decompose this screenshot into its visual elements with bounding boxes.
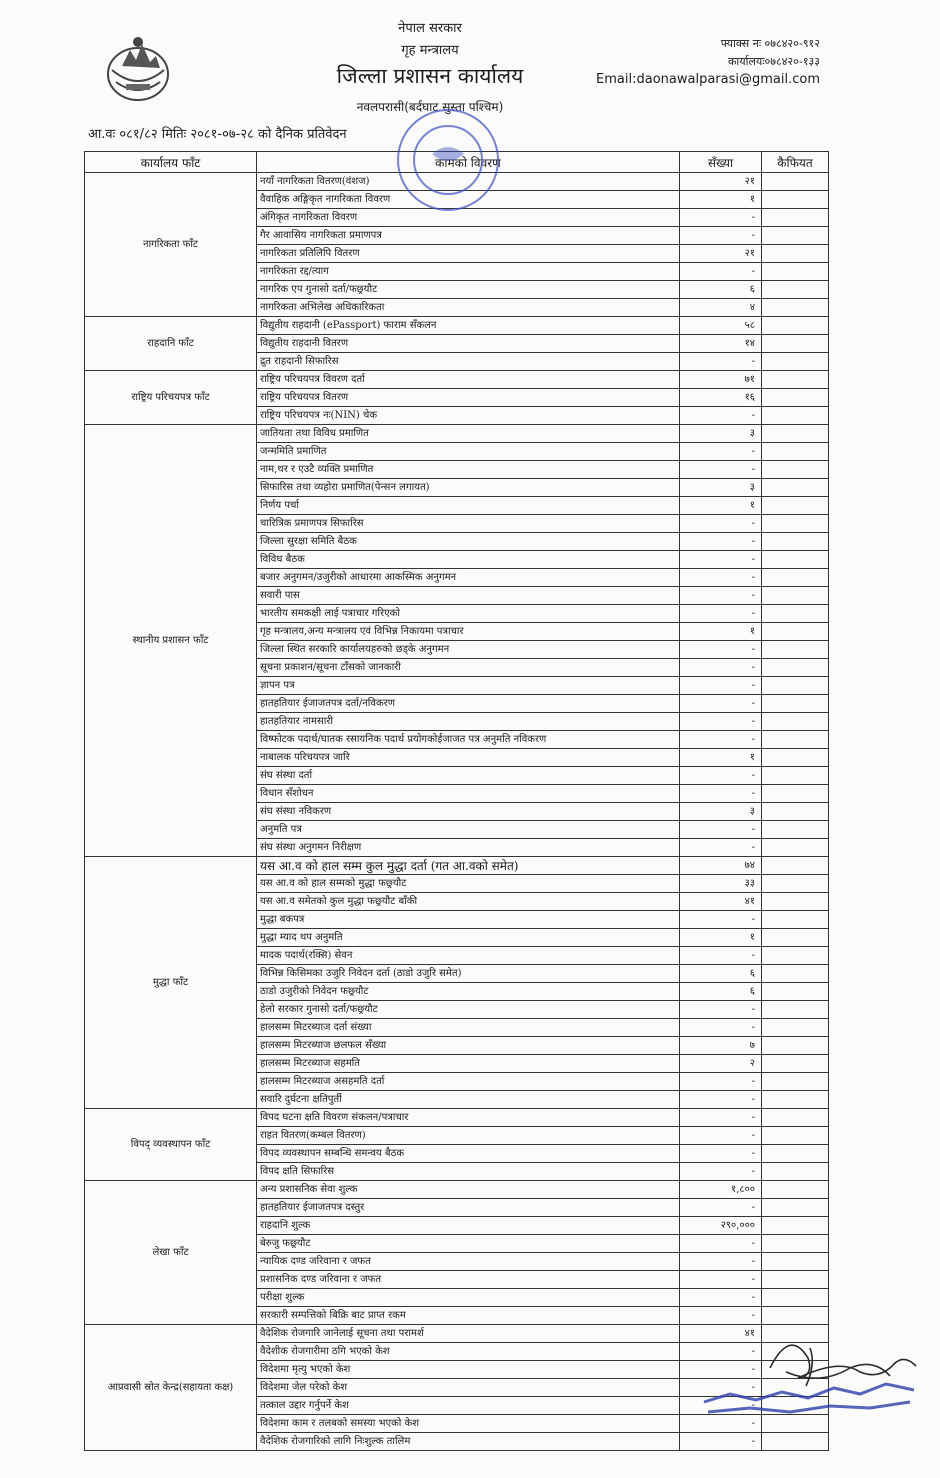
row-description: यस आ.व को हाल सम्मको मुद्धा फछ्र्यौट xyxy=(257,875,680,893)
row-description: हातहतियार नामसारी xyxy=(257,713,680,731)
row-count: - xyxy=(680,1199,762,1217)
table-row xyxy=(85,857,829,875)
row-remarks xyxy=(762,875,829,893)
row-count: - xyxy=(680,227,762,245)
row-description: सिफारिस तथा व्यहोरा प्रमाणित(पेन्सन लगायत) xyxy=(257,479,680,497)
row-count: - xyxy=(680,1001,762,1019)
row-count: १ xyxy=(680,749,762,767)
row-count: १ xyxy=(680,191,762,209)
row-count: - xyxy=(680,443,762,461)
row-remarks xyxy=(762,659,829,677)
row-description: न्यायिक दण्ड जरिवाना र जफत xyxy=(257,1253,680,1271)
row-remarks xyxy=(762,911,829,929)
row-count: ७ xyxy=(680,1037,762,1055)
row-remarks xyxy=(762,1235,829,1253)
row-count: १ xyxy=(680,623,762,641)
section-name: राहदानि फाँट xyxy=(85,317,257,371)
reference-line: आ.वः ०८१/८२ मितिः २०८१-०७-२८ को दैनिक प्रतिवेदन xyxy=(88,127,347,142)
row-description: परीक्षा शुल्क xyxy=(257,1289,680,1307)
row-count: - xyxy=(680,1091,762,1109)
row-description: विपद व्यवस्थापन सम्बन्धि समन्वय बैठक xyxy=(257,1145,680,1163)
row-remarks xyxy=(762,893,829,911)
row-description: विविध बैठक xyxy=(257,551,680,569)
row-count: ३३ xyxy=(680,875,762,893)
row-description: विपद क्षति सिफारिस xyxy=(257,1163,680,1181)
row-description: विदेशमा मृत्यु भएको केश xyxy=(257,1361,680,1379)
row-remarks xyxy=(762,803,829,821)
row-description: विद्युतीय राहदानी वितरण xyxy=(257,335,680,353)
row-remarks xyxy=(762,1217,829,1235)
row-remarks xyxy=(762,857,829,875)
row-remarks xyxy=(762,641,829,659)
row-description: मादक पदार्थ(रक्सि) सेवन xyxy=(257,947,680,965)
section-name: लेखा फाँट xyxy=(85,1181,257,1325)
row-count: - xyxy=(680,839,762,857)
row-description: हातहतियार ईजाजतपत्र दर्ता/नविकरण xyxy=(257,695,680,713)
row-remarks xyxy=(762,1091,829,1109)
row-description: अंगिकृत नागरिकता विवरण xyxy=(257,209,680,227)
row-count: - xyxy=(680,695,762,713)
row-count: ५८ xyxy=(680,317,762,335)
row-remarks xyxy=(762,245,829,263)
row-count: - xyxy=(680,1235,762,1253)
row-count: ७१ xyxy=(680,371,762,389)
row-remarks xyxy=(762,263,829,281)
row-description: नागरिक एप गुनासो दर्ता/फछ्र्यौट xyxy=(257,281,680,299)
row-count: ६ xyxy=(680,965,762,983)
section-name: राष्ट्रिय परिचयपत्र फाँट xyxy=(85,371,257,425)
row-remarks xyxy=(762,569,829,587)
row-remarks xyxy=(762,1001,829,1019)
row-description: अन्य प्रशासनिक सेवा शुल्क xyxy=(257,1181,680,1199)
row-remarks xyxy=(762,533,829,551)
row-description: यस आ.व को हाल सम्म कुल मुद्धा दर्ता (गत आ.वको समेत) xyxy=(257,857,680,875)
row-count: २१ xyxy=(680,173,762,191)
row-remarks xyxy=(762,767,829,785)
nepal-emblem-icon xyxy=(98,32,178,104)
row-count: १ xyxy=(680,929,762,947)
row-count: - xyxy=(680,515,762,533)
office-name: जिल्ला प्रशासन कार्यालय xyxy=(336,64,524,88)
row-count: - xyxy=(680,1415,762,1433)
row-count: - xyxy=(680,1073,762,1091)
email-address: Email:daonawalparasi@gmail.com xyxy=(596,72,820,87)
row-description: ठाडो उजुरीको निवेदन फछ्र्यौट xyxy=(257,983,680,1001)
row-count: ४१ xyxy=(680,1325,762,1343)
row-count: - xyxy=(680,353,762,371)
row-description: बजार अनुगमन/उजुरीको आधारमा आकस्मिक अनुगमन xyxy=(257,569,680,587)
row-count: - xyxy=(680,1307,762,1325)
row-count: - xyxy=(680,407,762,425)
row-remarks xyxy=(762,335,829,353)
row-description: राष्ट्रिय परिचयपत्र नः(NIN) चेक xyxy=(257,407,680,425)
column-header-count: सँख्या xyxy=(680,152,762,173)
row-count: - xyxy=(680,1289,762,1307)
row-description: जातियता तथा विविध प्रमाणित xyxy=(257,425,680,443)
row-count: - xyxy=(680,1253,762,1271)
row-count: - xyxy=(680,569,762,587)
row-description: वैदेशिक रोजगारि जानेलाई सूचना तथा परामर्श xyxy=(257,1325,680,1343)
row-count: - xyxy=(680,1433,762,1451)
row-description: तत्काल उद्दार गर्नुपर्ने केश xyxy=(257,1397,680,1415)
ministry-title: गृह मन्त्रालय xyxy=(401,43,459,58)
row-description: सवारि दुर्घटना क्षतिपुर्ती xyxy=(257,1091,680,1109)
row-description: सूचना प्रकाशन/सूचना टाँसको जानकारी xyxy=(257,659,680,677)
row-count: - xyxy=(680,209,762,227)
row-remarks xyxy=(762,1163,829,1181)
row-remarks xyxy=(762,515,829,533)
row-remarks xyxy=(762,317,829,335)
row-remarks xyxy=(762,209,829,227)
row-description: नागरिकता अभिलेख अधिकारिकता xyxy=(257,299,680,317)
row-description: हेलो सरकार गुनासो दर्ता/फछ्र्यौट xyxy=(257,1001,680,1019)
row-description: विष्फोटक पदार्थ/घातक रसायनिक पदार्थ प्रयोगकोईजाजत पत्र अनुमति नविकरण xyxy=(257,731,680,749)
row-description: विद्युतीय राहदानी (ePassport) फाराम सँकलन xyxy=(257,317,680,335)
row-count: - xyxy=(680,1397,762,1415)
row-description: अनुमति पत्र xyxy=(257,821,680,839)
row-remarks xyxy=(762,1073,829,1091)
row-description: राष्ट्रिय परिचयपत्र वितरण xyxy=(257,389,680,407)
row-description: ज्ञापन पत्र xyxy=(257,677,680,695)
row-remarks xyxy=(762,1289,829,1307)
row-remarks xyxy=(762,497,829,515)
row-description: संघ संस्था नविकरण xyxy=(257,803,680,821)
row-remarks xyxy=(762,839,829,857)
row-description: नाबालक परिचयपत्र जारि xyxy=(257,749,680,767)
office-seal-stamp xyxy=(392,104,504,216)
row-count: १,८०० xyxy=(680,1181,762,1199)
table-row xyxy=(85,317,829,335)
column-header-section: कार्यालय फाँट xyxy=(85,152,257,173)
row-description: विभिन्न किसिमका उजुरि निवेदन दर्ता (ठाडो उजुरि समेत) xyxy=(257,965,680,983)
row-count: - xyxy=(680,533,762,551)
row-remarks xyxy=(762,425,829,443)
row-remarks xyxy=(762,1127,829,1145)
row-count: - xyxy=(680,713,762,731)
row-count: - xyxy=(680,461,762,479)
row-remarks xyxy=(762,821,829,839)
row-description: नागरिकता प्रतिलिपि वितरण xyxy=(257,245,680,263)
row-remarks xyxy=(762,1253,829,1271)
row-count: १ xyxy=(680,497,762,515)
row-count: - xyxy=(680,1019,762,1037)
signature xyxy=(690,1328,940,1428)
row-remarks xyxy=(762,713,829,731)
table-row xyxy=(85,371,829,389)
row-remarks xyxy=(762,227,829,245)
row-count: २९०,००० xyxy=(680,1217,762,1235)
row-description: विधान सँशोधन xyxy=(257,785,680,803)
row-count: - xyxy=(680,1145,762,1163)
row-remarks xyxy=(762,407,829,425)
section-name: स्थानीय प्रशासन फाँट xyxy=(85,425,257,857)
row-remarks xyxy=(762,605,829,623)
row-remarks xyxy=(762,731,829,749)
row-description: विदेशमा जेल परेको केश xyxy=(257,1379,680,1397)
row-description: राष्ट्रिय परिचयपत्र विवरण दर्ता xyxy=(257,371,680,389)
row-count: - xyxy=(680,605,762,623)
row-count: - xyxy=(680,1271,762,1289)
row-description: सरकारी सम्पत्तिको बिक्रि बाट प्राप्त रकम xyxy=(257,1307,680,1325)
row-count: - xyxy=(680,1127,762,1145)
row-count: २१ xyxy=(680,245,762,263)
row-description: नयाँ नागरिकता वितरण(वंशज) xyxy=(257,173,680,191)
row-description: हातहतियार ईजाजतपत्र दस्तुर xyxy=(257,1199,680,1217)
row-description: प्रशासनिक दण्ड जरिवाना र जफत xyxy=(257,1271,680,1289)
row-description: राहत वितरण(कम्बल वितरण) xyxy=(257,1127,680,1145)
row-remarks xyxy=(762,461,829,479)
row-count: - xyxy=(680,1109,762,1127)
row-description: मुद्धा बकपत्र xyxy=(257,911,680,929)
row-count: ३ xyxy=(680,425,762,443)
row-description: बेरुजु फछ्र्यौट xyxy=(257,1235,680,1253)
row-remarks xyxy=(762,929,829,947)
row-count: - xyxy=(680,263,762,281)
row-remarks xyxy=(762,371,829,389)
table-row xyxy=(85,1181,829,1199)
row-remarks xyxy=(762,1037,829,1055)
office-phone: कार्यालयः०७८४२०-१३३ xyxy=(727,55,820,68)
row-remarks xyxy=(762,1181,829,1199)
row-description: संघ संस्था दर्ता xyxy=(257,767,680,785)
row-count: - xyxy=(680,767,762,785)
row-remarks xyxy=(762,1019,829,1037)
row-description: गृह मन्त्रालय,अन्य मन्त्रालय एवं विभिन्न निकायमा पत्राचार xyxy=(257,623,680,641)
row-remarks xyxy=(762,191,829,209)
row-description: विदेशमा काम र तलबको समस्या भएको केश xyxy=(257,1415,680,1433)
row-remarks xyxy=(762,443,829,461)
row-count: ७४ xyxy=(680,857,762,875)
row-description: चारित्रिक प्रमाणपत्र सिफारिस xyxy=(257,515,680,533)
government-title: नेपाल सरकार xyxy=(398,21,462,36)
row-description: हालसम्म मिटरब्याज दर्ता संख्या xyxy=(257,1019,680,1037)
row-description: जन्ममिति प्रमाणित xyxy=(257,443,680,461)
table-row xyxy=(85,1109,829,1127)
row-description: गैर आवासिय नागरिकता प्रमाणपत्र xyxy=(257,227,680,245)
row-remarks xyxy=(762,749,829,767)
row-count: ६ xyxy=(680,983,762,1001)
row-remarks xyxy=(762,551,829,569)
row-count: - xyxy=(680,587,762,605)
section-name: विपद् व्यवस्थापन फाँट xyxy=(85,1109,257,1181)
row-remarks xyxy=(762,1055,829,1073)
section-name: मुद्धा फाँट xyxy=(85,857,257,1109)
row-description: भारतीय समकक्षी लाई पत्राचार गरिएको xyxy=(257,605,680,623)
row-description: विपद घटना क्षति विवरण संकलन/पत्राचार xyxy=(257,1109,680,1127)
row-remarks xyxy=(762,965,829,983)
row-remarks xyxy=(762,173,829,191)
row-description: हालसम्म मिटरब्याज छलफल सँख्या xyxy=(257,1037,680,1055)
row-count: - xyxy=(680,677,762,695)
row-remarks xyxy=(762,299,829,317)
row-remarks xyxy=(762,353,829,371)
row-description: वैवाहिक अङ्गिकृत नागरिकता विवरण xyxy=(257,191,680,209)
row-remarks xyxy=(762,281,829,299)
row-description: नाम,थर र एउटै व्यक्ति प्रमाणित xyxy=(257,461,680,479)
section-name: आप्रवासी स्रोत केन्द्र(सहायता कक्ष) xyxy=(85,1325,257,1451)
row-count: - xyxy=(680,659,762,677)
row-description: नागरिकता रद्द/त्याग xyxy=(257,263,680,281)
column-header-description: कामको विवरण xyxy=(257,152,680,173)
row-count: - xyxy=(680,731,762,749)
district-name: नवलपरासी(बर्दघाट सुस्ता पश्चिम) xyxy=(356,100,504,114)
row-remarks xyxy=(762,1109,829,1127)
row-description: वैदेशिक रोजगारिको लागि निःशुल्क तालिम xyxy=(257,1433,680,1451)
row-remarks xyxy=(762,1433,829,1451)
row-count: - xyxy=(680,1379,762,1397)
row-count: ४ xyxy=(680,299,762,317)
row-remarks xyxy=(762,785,829,803)
daily-report-table xyxy=(84,151,829,1451)
section-name: नागरिकता फाँट xyxy=(85,173,257,317)
row-count: ४१ xyxy=(680,893,762,911)
row-count: १६ xyxy=(680,389,762,407)
row-count: १४ xyxy=(680,335,762,353)
row-remarks xyxy=(762,1145,829,1163)
row-count: - xyxy=(680,1361,762,1379)
row-count: - xyxy=(680,641,762,659)
row-count: ३ xyxy=(680,479,762,497)
row-remarks xyxy=(762,389,829,407)
row-remarks xyxy=(762,695,829,713)
row-description: हालसम्म मिटरब्याज असहमति दर्ता xyxy=(257,1073,680,1091)
row-count: ६ xyxy=(680,281,762,299)
row-remarks xyxy=(762,623,829,641)
column-header-remarks: कैफियत xyxy=(762,152,829,173)
row-remarks xyxy=(762,677,829,695)
row-count: - xyxy=(680,1163,762,1181)
row-count: - xyxy=(680,551,762,569)
row-count: - xyxy=(680,911,762,929)
row-remarks xyxy=(762,983,829,1001)
row-count: - xyxy=(680,785,762,803)
row-description: संघ संस्था अनुगमन निरीक्षण xyxy=(257,839,680,857)
row-description: यस आ.व समेतको कुल मुद्धा फछ्र्यौट बाँकी xyxy=(257,893,680,911)
row-count: - xyxy=(680,821,762,839)
row-remarks xyxy=(762,1199,829,1217)
table-row xyxy=(85,425,829,443)
row-remarks xyxy=(762,947,829,965)
row-description: मुद्धा म्याद थप अनुमति xyxy=(257,929,680,947)
row-remarks xyxy=(762,587,829,605)
row-remarks xyxy=(762,1307,829,1325)
row-count: ३ xyxy=(680,803,762,821)
row-description: राहदानि शुल्क xyxy=(257,1217,680,1235)
row-remarks xyxy=(762,1271,829,1289)
row-description: वैदेशीक रोजगारीमा ठगि भएको केश xyxy=(257,1343,680,1361)
row-description: निर्णय पर्चा xyxy=(257,497,680,515)
row-count: - xyxy=(680,1343,762,1361)
fax-number: फ्याक्स नः ०७८४२०-९१२ xyxy=(720,37,820,50)
row-description: द्रुत राहदानी सिफारिस xyxy=(257,353,680,371)
row-description: जिल्ला स्थित सरकारि कार्यालयहरुको छड्के अनुगमन xyxy=(257,641,680,659)
row-count: २ xyxy=(680,1055,762,1073)
row-description: जिल्ला सुरक्षा समिति बैठक xyxy=(257,533,680,551)
row-description: सवारी पास xyxy=(257,587,680,605)
row-remarks xyxy=(762,479,829,497)
row-count: - xyxy=(680,947,762,965)
row-description: हालसम्म मिटरब्याज सहमति xyxy=(257,1055,680,1073)
